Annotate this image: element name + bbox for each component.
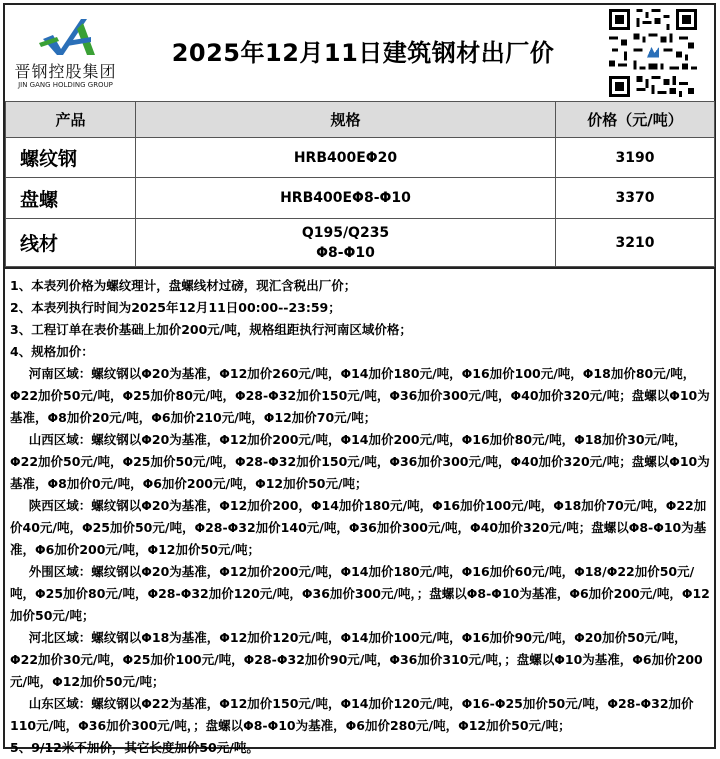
table-row [6,138,715,178]
company-logo [13,13,118,97]
price-sheet [3,3,716,755]
note-item: 1、本表列价格为螺纹理计，盘螺线材过磅，现汇含税出厂价； [10,278,357,293]
region-note-hebei: 河北区域：螺纹钢以Φ18为基准，Φ12加价120元/吨，Φ14加价100元/吨，Φ16加价90元/吨，Φ20加价50元/吨，Φ22加价30元/吨，Φ25加价100元/吨，Φ28-Φ32加价90元/吨，Φ36加价310元/吨，；盘螺以Φ10为基准，Φ6加价200元/吨，Φ12加价50元/吨； [10,630,703,689]
price-cell: 3210 [556,219,715,267]
logo-company-name-en: JIN GANG HOLDING GROUP [18,81,113,89]
spec-line: HRB400EΦ8-Φ10 [280,190,411,206]
region-note-henan: 河南区域：螺纹钢以Φ20为基准，Φ12加价260元/吨，Φ14加价180元/吨，Φ16加价100元/吨，Φ18加价80元/吨，Φ22加价50元/吨，Φ25加价80元/吨，Φ28-Φ32加价150元/吨，Φ36加价300元/吨，Φ40加价320元/吨；盘螺以Φ10为基准，Φ8加价20元/吨，Φ6加价210元/吨，Φ12加价70元/吨； [10,366,710,425]
logo-company-name: 晋钢控股集团 [14,62,117,81]
column-header-product: 产品 [6,102,136,138]
column-header-price: 价格（元/吨） [556,102,715,138]
region-note-waiwei: 外围区域：螺纹钢以Φ20为基准，Φ12加价200元/吨，Φ14加价180元/吨，Φ16加价60元/吨，Φ18/Φ22加价50元/吨，Φ25加价80元/吨，Φ28-Φ32加价120元/吨，Φ36加价300元/吨，；盘螺以Φ8-Φ10为基准，Φ6加价200元/吨，Φ12加价50元/吨； [10,564,710,623]
spec-cell [136,178,556,219]
spec-cell [136,138,556,178]
spec-line: HRB400EΦ20 [293,149,398,166]
region-note-shanxi: 山西区域：螺纹钢以Φ20为基准，Φ12加价200元/吨，Φ14加价200元/吨，Φ16加价80元/吨，Φ18加价30元/吨，Φ22加价50元/吨，Φ25加价50元/吨，Φ28-Φ32加价150元/吨，Φ36加价300元/吨，Φ40加价320元/吨；盘螺以Φ10为基准，Φ8加价0元/吨，Φ6加价200元/吨，Φ12加价50元/吨； [10,432,710,491]
price-cell: 3370 [556,178,715,219]
qr-code-icon[interactable] [608,9,698,97]
sheet-header [5,5,714,102]
product-cell: 螺纹钢 [6,138,136,178]
table-header-row [6,102,715,138]
note-item: 5、9/12米不加价，其它长度加价50元/吨。 [10,740,259,755]
logo-emblem-icon [37,15,99,59]
note-item: 3、工程订单在表价基础上加价200元/吨，规格组距执行河南区域价格； [10,322,412,337]
notes-section [5,267,714,759]
page-title: 2025年12月11日建筑钢材出厂价 [171,39,555,67]
price-cell: 3190 [556,138,715,178]
column-header-spec: 规格 [136,102,556,138]
spec-cell [136,219,556,267]
product-cell: 盘螺 [6,178,136,219]
region-note-shaanxi: 陕西区域：螺纹钢以Φ20为基准，Φ12加价200，Φ14加价180元/吨，Φ16加价100元/吨，Φ18加价70元/吨，Φ22加价40元/吨，Φ25加价50元/吨，Φ28-Φ32加价140元/吨，Φ36加价300元/吨，Φ40加价320元/吨；盘螺以Φ8-Φ10为基准，Φ6加价200元/吨，Φ12加价50元/吨； [10,498,707,557]
region-note-shandong: 山东区域：螺纹钢以Φ22为基准，Φ12加价150元/吨，Φ14加价120元/吨，Φ16-Φ25加价50元/吨，Φ28-Φ32加价110元/吨，Φ36加价300元/吨，；盘螺以Φ8-Φ10为基准，Φ6加价280元/吨，Φ12加价50元/吨； [10,696,694,733]
note-item: 2、本表列执行时间为2025年12月11日00:00--23:59； [10,300,341,315]
note-item: 4、规格加价： [10,344,94,359]
spec-line: Q195/Q235 [301,224,390,241]
product-cell: 线材 [6,219,136,267]
price-table [5,101,715,267]
table-row [6,178,715,219]
spec-line: Φ8-Φ10 [316,244,375,261]
table-row [6,219,715,267]
